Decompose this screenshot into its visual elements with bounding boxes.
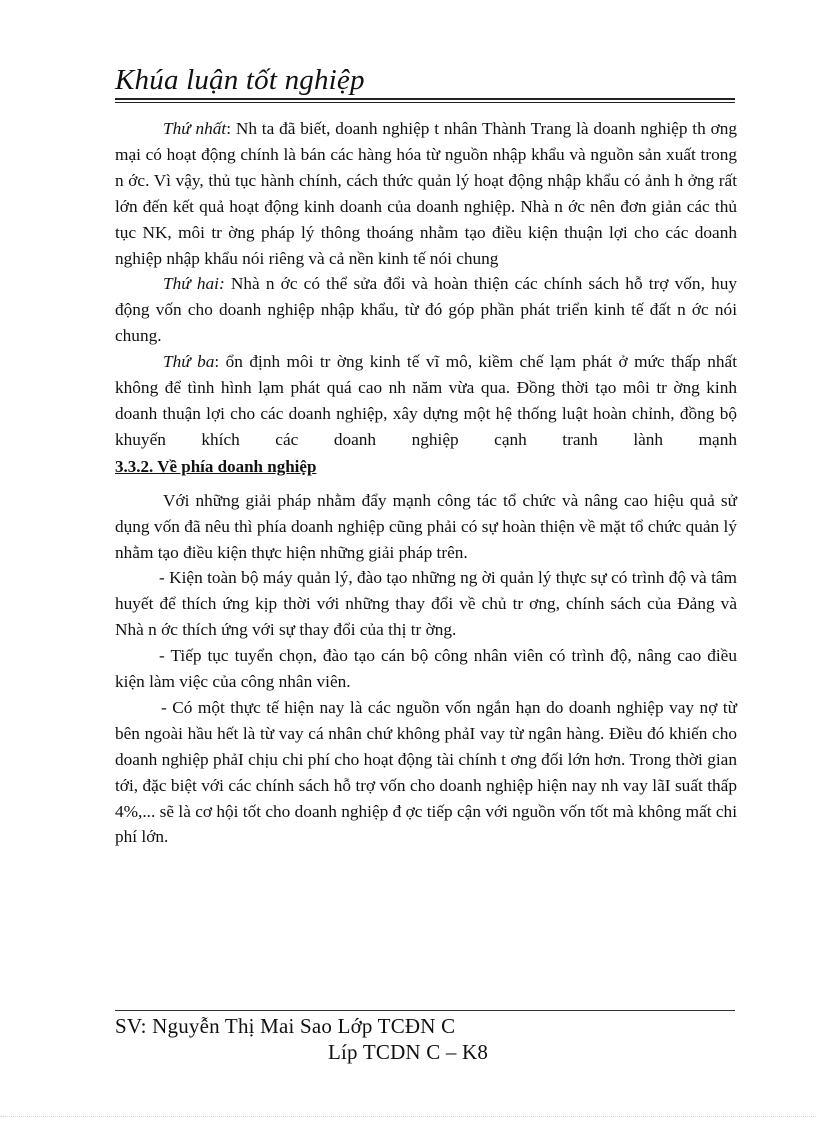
section-heading: 3.3.2. Về phía doanh nghiệp xyxy=(115,456,317,476)
page-edge xyxy=(0,1116,816,1117)
paragraph-bullet-1: - Kiện toàn bộ máy quản lý, đào tạo những ng ời quản lý thực sự có trình độ và tâm huyết để thích ứng kịp thời với những thay đổi về chủ tr ơng, chính sách của Đảng và Nhà n ớc thích ứng với sự thay đổi của thị tr ờng. xyxy=(115,568,737,640)
footer-rule xyxy=(115,1010,735,1011)
paragraph-lead: Thứ ba xyxy=(163,352,215,372)
paragraph-body: : Nh ta đã biết, doanh nghiệp t nhân Thành Trang là doanh nghiệp th ơng mại có hoạt động chính là bán các hàng hóa từ nguồn nhập khẩu và nguồn sản xuất trong n ớc. Vì vậy, thủ tục hành chính, cách thức quản lý hoạt động nhập khẩu có ảnh h ởng rất lớn đến kết quả hoạt động kinh doanh của doanh nghiệp. Nhà n ớc nên đơn giản các thủ tục NK, môi tr ờng pháp lý thông thoáng nhằm tạo điều kiện thuận lợi cho các doanh nghiệp nhập khẩu nói riêng và cả nền kinh tế nói chung xyxy=(115,119,737,268)
header-title: Khúa luận tốt nghiệp xyxy=(115,64,365,96)
header-rule-thick xyxy=(115,98,735,100)
paragraph-body: Nhà n ớc có thể sửa đổi và hoàn thiện các chính sách hỗ trợ vốn, huy động vốn cho doanh nghiệp nhập khẩu, từ đó góp phần phát triển kinh tế đất n ớc nói chung. xyxy=(115,274,737,346)
body-text xyxy=(115,116,737,850)
paragraph-thu-hai xyxy=(115,271,737,349)
paragraph-bullet-2: - Tiếp tục tuyển chọn, đào tạo cán bộ công nhân viên có trình độ, nâng cao điều kiện làm việc của công nhân viên. xyxy=(115,646,737,692)
paragraph-lead: Thứ hai: xyxy=(163,274,225,294)
footer-student-line: SV: Nguyễn Thị Mai Sao Lớp TCĐN C xyxy=(115,1014,456,1038)
footer-class-line: Líp TCDN C – K8 xyxy=(328,1040,489,1064)
paragraph-thu-ba xyxy=(115,349,737,453)
header-rule-thin xyxy=(115,102,735,103)
paragraph-thu-nhat xyxy=(115,116,737,271)
paragraph-body: : ổn định môi tr ờng kinh tế vĩ mô, kiềm chế lạm phát ở mức thấp nhất không để tình hình lạm phát quá cao nh năm vừa qua. Đồng thời tạo môi tr ờng kinh doanh thuận lợi cho các doanh nghiệp, xây dựng một hệ thống luật hoàn chỉnh, đồng bộ khuyến khích các doanh nghiệp cạnh tranh lành mạnh xyxy=(115,352,737,449)
paragraph-intro: Với những giải pháp nhằm đẩy mạnh công tác tổ chức và nâng cao hiệu quả sử dụng vốn đã nêu thì phía doanh nghiệp cũng phải có sự hoàn thiện về mặt tổ chức quản lý nhằm tạo điều kiện thực hiện những giải pháp trên. xyxy=(115,490,737,562)
paragraph-lead: Thứ nhất xyxy=(163,119,227,138)
paragraph-bullet-3: - Có một thực tế hiện nay là các nguồn vốn ngắn hạn do doanh nghiệp vay nợ từ bên ngoài hầu hết là từ vay cá nhân chứ không phảI vay từ ngân hàng. Điều đó khiến cho doanh nghiệp phảI chịu chi phí cho hoạt động tài chính t ơng đối lớn hơn. Trong thời gian tới, đặc biệt với các chính sách hỗ trợ vốn cho doanh nghiệp hiện nay nh vay lãI suất thấp 4%,... sẽ là cơ hội tốt cho doanh nghiệp đ ợc tiếp cận với nguồn vốn tốt mà không mất chi phí lớn. xyxy=(115,697,737,847)
